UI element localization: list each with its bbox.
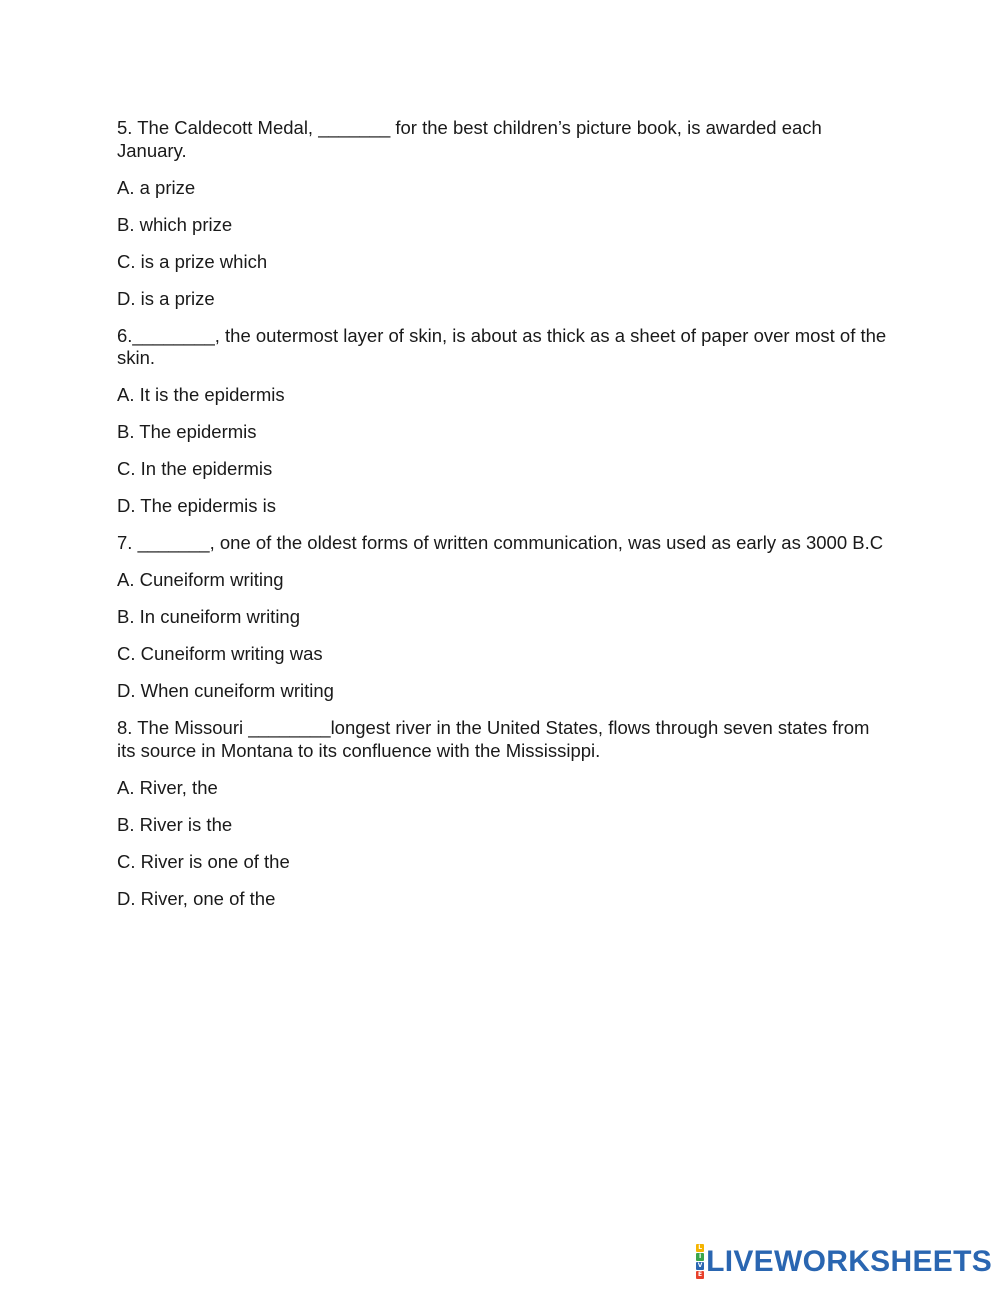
question-8-option-a: A. River, the (117, 776, 218, 798)
logo-text: LIVEWORKSHEETS (706, 1244, 992, 1278)
logo-block-e: E (698, 1271, 703, 1278)
question-8-stem: 8. The Missouri ________longest river in the United States, flows through seven states from its source in Montana to its confluence with the Mississippi. (117, 717, 870, 761)
logo-block-l: L (696, 1244, 704, 1252)
question-6-option-a: A. It is the epidermis (117, 384, 285, 405)
question-5-option-b: B. which prize (117, 213, 233, 235)
question-5-option-d: D. is a prize (117, 287, 215, 309)
question-6-option-b: B. The epidermis (117, 421, 257, 442)
question-7-option-b: B. In cuneiform writing (117, 606, 301, 627)
question-6-option-d: D. The epidermis is (117, 495, 277, 516)
question-7-option-c: C. Cuneiform writing was (117, 643, 323, 664)
question-7-option-d: D. When cuneiform writing (117, 680, 334, 701)
logo-block-v: V (697, 1262, 703, 1269)
question-6-stem: 6.________, the outermost layer of skin, is about as thick as a sheet of paper over most of the skin. (117, 324, 887, 368)
question-6-option-c: C. In the epidermis (117, 458, 273, 479)
logo-block-i: I (696, 1253, 704, 1261)
question-8-option-c: C. River is one of the (117, 850, 290, 872)
worksheet-content (117, 117, 887, 910)
question-8-option-d: D. River, one of the (117, 887, 276, 909)
question-5-stem: 5. The Caldecott Medal, _______ for the best children’s picture book, is awarded each January. (117, 117, 822, 161)
question-7-stem: 7. _______, one of the oldest forms of written communication, was used as early as 3000 B.C (117, 532, 884, 553)
liveworksheets-logo (696, 1244, 992, 1279)
logo-blocks-icon (696, 1244, 704, 1279)
question-5-option-a: A. a prize (117, 176, 196, 198)
question-7-option-a: A. Cuneiform writing (117, 569, 284, 590)
question-8-option-b: B. River is the (117, 813, 233, 835)
question-5-option-c: C. is a prize which (117, 250, 268, 272)
